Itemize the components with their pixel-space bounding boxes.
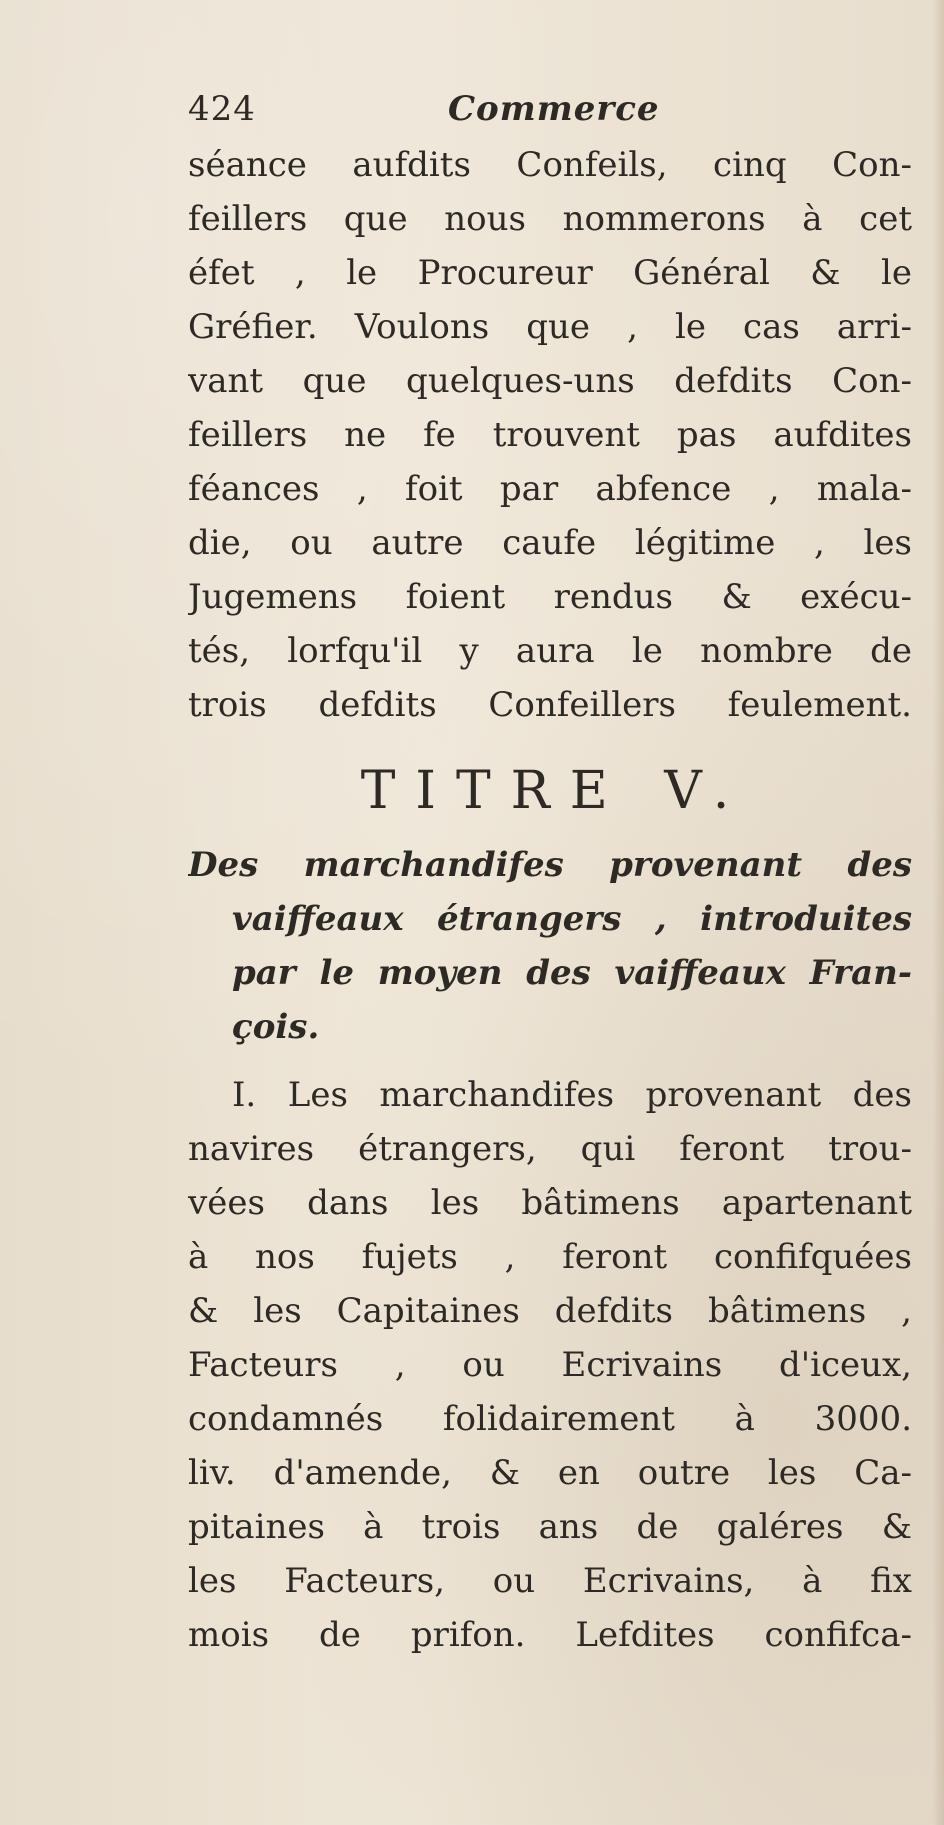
text-line: liv. d'amende, & en outre les Ca- [188, 1453, 912, 1493]
text-line: Facteurs , ou Ecrivains d'iceux, [188, 1345, 912, 1385]
paragraph-2 [188, 1068, 912, 1662]
text-line: feillers ne fe trouvent pas aufdites [188, 415, 912, 455]
text-line: feillers que nous nommerons à cet [188, 199, 912, 239]
text-line: condamnés folidairement à 3000. [188, 1399, 912, 1439]
article-line: I. Les marchandifes provenant des [232, 1075, 912, 1115]
page-number: 424 [188, 89, 256, 129]
text-line: à nos fujets , feront confifquées [188, 1237, 912, 1277]
running-title: Commerce [448, 89, 660, 129]
text-line: die, ou autre caufe légitime , les [188, 523, 912, 563]
text-block [188, 80, 912, 1662]
text-line: tés, lorfqu'il y aura le nombre de [188, 631, 912, 671]
text-line: mois de prifon. Lefdites confifca- [188, 1615, 912, 1655]
section-spacer [188, 1054, 912, 1068]
text-line: Jugemens foient rendus & exécu- [188, 577, 912, 617]
text-line: les Facteurs, ou Ecrivains, à fix [188, 1561, 912, 1601]
text-line: éfet , le Procureur Général & le [188, 253, 912, 293]
subtitle-line: par le moyen des vaiffeaux Fran- [232, 953, 912, 993]
text-line: séance aufdits Confeils, cinq Con- [188, 145, 912, 185]
text-line: Gréfier. Voulons que , le cas arri- [188, 307, 912, 347]
text-line: pitaines à trois ans de galéres & [188, 1507, 912, 1547]
page-header [188, 80, 912, 138]
text-line: vées dans les bâtimens apartenant [188, 1183, 912, 1223]
subtitle-line: Des marchandifes provenant des [188, 845, 912, 885]
text-line: vant que quelques-uns defdits Con- [188, 361, 912, 401]
subtitle-line: vaiffeaux étrangers , introduites [232, 899, 912, 939]
paragraph-1 [188, 138, 912, 732]
text-line: féances , foit par abfence , mala- [188, 469, 912, 509]
text-line: & les Capitaines defdits bâtimens , [188, 1291, 912, 1331]
section-title: TITRE V. [360, 761, 750, 821]
text-line: navires étrangers, qui feront trou- [188, 1129, 912, 1169]
page-edge-shadow [932, 0, 944, 1825]
subtitle-line: çois. [232, 1007, 320, 1047]
section-subtitle [188, 838, 912, 1054]
text-line: trois defdits Confeillers feulement. [188, 685, 912, 725]
